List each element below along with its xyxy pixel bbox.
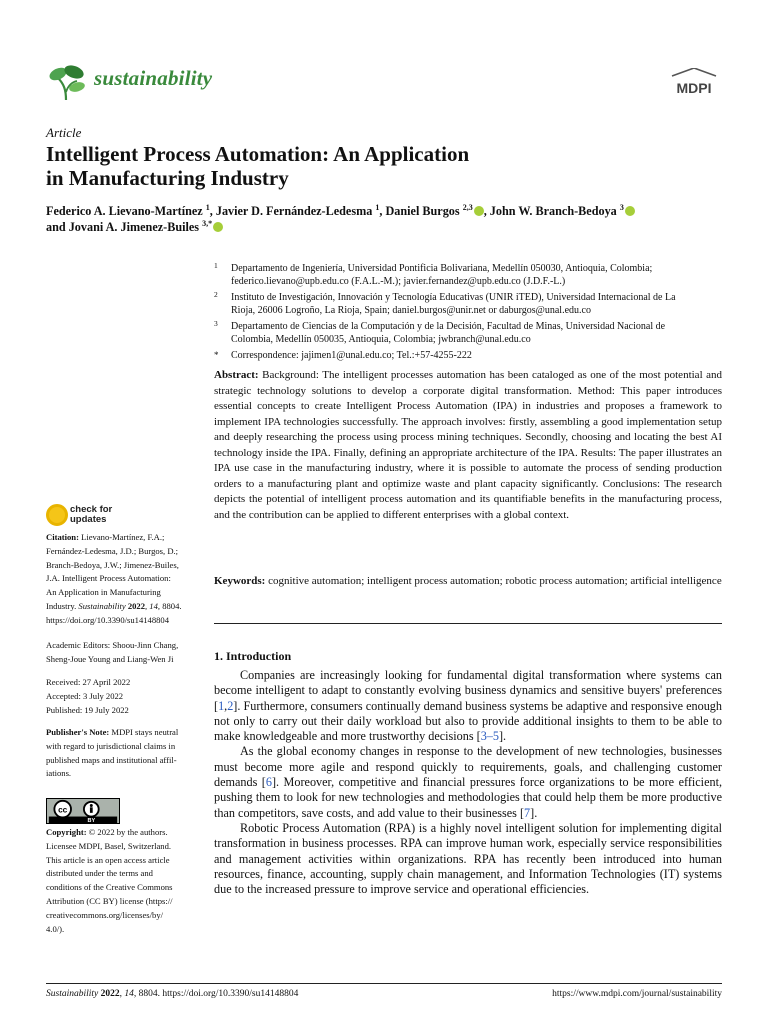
citation-line: J.A. Intelligent Process Automation: bbox=[46, 573, 171, 584]
cc-by-label: BY bbox=[87, 818, 96, 824]
footer-year: 2022 bbox=[100, 989, 120, 999]
paragraph bbox=[214, 744, 722, 820]
publisher-note-label: Publisher's Note: bbox=[46, 727, 110, 737]
publisher-note-line: with regard to jurisdictional claims in bbox=[46, 740, 176, 751]
paragraph: Robotic Process Automation (RPA) is a highly novel intelligent solution for implementing digital transformation in business processes. RPA can improve human work, especially service responsibilities and management activities within organizations. RPA has recently been introduced into human resources, finance, accounting, supply chain management, and Information Technologies (IT) systems due to the increased pressure to improve service and operational efficiencies. bbox=[214, 820, 722, 897]
check-updates-icon bbox=[46, 504, 68, 526]
keywords-label: Keywords: bbox=[214, 575, 266, 587]
paragraph-text: ]. Moreover, competitive and financial pressures force organizations to be more efficient, pushing them to look for new technologies and methodologies that could help them be more productive than competitors, save costs, and add value to their businesses [ bbox=[214, 775, 723, 820]
paragraph-text: ]. bbox=[498, 729, 507, 744]
citation-block: Citation: Lievano-Martínez, F.A.; Fernández-Ledesma, J.D.; Burgos, D.; Branch-Bedoya, J.W.; Jimenez-Builes, J.A. Intelligent Process Automation: An Application in Manufacturing Industry. Sustainability 2022, 14, 8804. https://doi.org/10.3390/su14148804 bbox=[46, 531, 198, 628]
author-connector: and bbox=[46, 220, 66, 234]
article-type: Article bbox=[46, 125, 82, 140]
citation-line: Branch-Bedoya, J.W.; Jimenez-Builes, bbox=[46, 559, 179, 570]
affiliation-line: Correspondence: jajimen1@unal.edu.co; Tel.:+57-4255-222 bbox=[231, 350, 472, 361]
footer-volume: 14 bbox=[124, 989, 134, 999]
introduction-body bbox=[214, 668, 722, 897]
copyright-line: Licensee MDPI, Basel, Switzerland. bbox=[46, 840, 172, 851]
cc-by-license-badge[interactable] bbox=[46, 798, 120, 824]
affiliation-item bbox=[214, 320, 724, 346]
affiliation-line: Colombia, Medellín 050035, Antioquia, Colombia; jwbranch@unal.edu.co bbox=[231, 334, 531, 345]
journal-name[interactable]: sustainability bbox=[94, 66, 213, 90]
copyright-line: 4.0/). bbox=[46, 923, 65, 934]
citation-line: An Application in Manufacturing bbox=[46, 587, 161, 598]
affiliation-line: Departamento de Ingeniería, Universidad Pontificia Bolivariana, Medellín 050030, Antioquia, Colombia; bbox=[231, 263, 653, 274]
citation-link[interactable]: 3–5 bbox=[480, 729, 499, 744]
footer-doi[interactable]: , 8804. https://doi.org/10.3390/su14148804 bbox=[133, 989, 299, 999]
author-name: Daniel Burgos bbox=[385, 204, 460, 218]
abstract-label: Abstract: bbox=[214, 369, 259, 381]
footer-divider bbox=[46, 983, 722, 984]
affiliation-number: * bbox=[214, 350, 219, 360]
section-divider bbox=[214, 623, 722, 624]
citation-link[interactable]: 2 bbox=[227, 698, 234, 713]
publisher-note-line: published maps and institutional affil- bbox=[46, 754, 177, 765]
citation-volume: 14 bbox=[149, 600, 158, 611]
affiliation-ref: 2,3 bbox=[462, 202, 473, 212]
affiliation-ref: 1 bbox=[205, 202, 210, 212]
publisher-note-line: MDPI stays neutral bbox=[111, 727, 179, 737]
author-name: John W. Branch-Bedoya bbox=[489, 204, 617, 218]
affiliation-item bbox=[214, 262, 724, 288]
affiliation-ref: 1 bbox=[375, 202, 380, 212]
orcid-icon[interactable] bbox=[474, 206, 484, 216]
check-updates-label bbox=[70, 505, 112, 525]
editors-line: Sheng-Joue Young and Liang-Wen Ji bbox=[46, 653, 174, 664]
copyright-block bbox=[46, 826, 198, 936]
copyright-line: © 2022 by the authors. bbox=[88, 827, 168, 837]
affiliation-number: 3 bbox=[214, 319, 218, 328]
orcid-icon[interactable] bbox=[213, 222, 223, 232]
affiliations bbox=[214, 262, 724, 365]
title-line: in Manufacturing Industry bbox=[46, 166, 289, 190]
affiliation-number: 2 bbox=[214, 290, 218, 299]
affiliation-line: Rioja, 26006 Logroño, La Rioja, Spain; daniel.burgos@unir.net or daburgos@unal.edu.co bbox=[231, 305, 591, 316]
check-updates-line: updates bbox=[70, 514, 107, 525]
affiliation-line: Instituto de Investigación, Innovación y Tecnología Educativas (UNIR iTED), Universidad Internacional de La bbox=[231, 292, 676, 303]
affiliation-line: Departamento de Ciencias de la Computación y de la Decisión, Facultad de Minas, Universidad Nacional de bbox=[231, 321, 666, 332]
paragraph-text: ]. bbox=[530, 805, 538, 820]
paper-title bbox=[46, 142, 706, 190]
author-name: Federico A. Lievano-Martínez bbox=[46, 204, 203, 218]
footer-citation: Sustainability 2022, 14, 8804. https://doi.org/10.3390/su14148804 bbox=[46, 989, 299, 999]
author-name: Jovani A. Jimenez-Builes bbox=[68, 220, 200, 234]
copyright-line: creativecommons.org/licenses/by/ bbox=[46, 909, 164, 920]
citation-journal-pre: Industry. bbox=[46, 600, 77, 611]
correspondence-item bbox=[214, 349, 724, 362]
section-heading: 1. Introduction bbox=[214, 649, 292, 663]
affiliation-ref: 3 bbox=[619, 202, 624, 212]
received-date: Received: 27 April 2022 bbox=[46, 677, 131, 687]
keywords-text: cognitive automation; intelligent process automation; robotic process automation; artificial intelligence bbox=[268, 575, 722, 587]
paragraph-text: As the global economy changes in response to the development of new technologies, businesses must become more agile and respond quickly to requirements, goals, and challenging customer demands [ bbox=[214, 744, 722, 790]
affiliation-line: federico.lievano@upb.edu.co (F.A.L.-M.); javier.fernandez@upb.edu.co (J.D.F.-L.) bbox=[231, 276, 566, 287]
citation-doi-link[interactable]: https://doi.org/10.3390/su14148804 bbox=[46, 614, 170, 625]
paragraph bbox=[214, 668, 722, 744]
journal-leaf-logo bbox=[46, 62, 88, 102]
citation-line: Lievano-Martínez, F.A.; bbox=[81, 532, 165, 542]
citation-label: Citation: bbox=[46, 532, 79, 542]
cc-icon-text: cc bbox=[58, 804, 68, 815]
publisher-note-line: iations. bbox=[46, 768, 72, 779]
affiliation-ref: 3,* bbox=[202, 218, 213, 228]
keywords bbox=[214, 574, 722, 590]
editors-line: Academic Editors: Shoou-Jinn Chang, bbox=[46, 640, 179, 650]
paragraph-text: Companies are increasingly looking for fundamental digital transformation where systems can become intelligent to adapt to constantly evolving business dynamics and sensitive buyers' preferences [ bbox=[214, 668, 722, 713]
copyright-line: conditions of the Creative Commons bbox=[46, 882, 173, 893]
affiliation-number: 1 bbox=[214, 261, 218, 270]
publication-dates bbox=[46, 676, 198, 717]
abstract-text: Background: The intelligent processes automation has been cataloged as one of the most potential and strategic technology solutions to develop a corporate digital transformation. Method: This paper introduces essential concepts to create Intelligent Process Automation (IPA) in industries and proposes a framework to implement IPA technologies successfully. The approach involves: firstly, assembling a good implementation setup and deeply researching the process using process mining techniques. Secondly, choosing and locating the best AI technology inside the IPA. Finally, defining an appropriate architecture of the IPA. Results: The paper illustrates an IPA use case in the manufacturing industry, where it is possible to automate the process of sending production orders to a manufacturing plant and optimize waste and plant capacity significantly. Conclusions: The research depicts the potential of intelligent process automation and its quantifiable benefits in the manufacturing process, and the contribution can be applied to different enterprises with a global context. bbox=[214, 369, 722, 521]
footer-journal: Sustainability bbox=[46, 989, 99, 999]
paragraph-text: , bbox=[224, 698, 228, 713]
check-updates-line: check for bbox=[70, 504, 113, 515]
publisher-note bbox=[46, 726, 198, 781]
academic-editors bbox=[46, 639, 198, 667]
mdpi-logo[interactable] bbox=[666, 68, 722, 100]
citation-tail: , 8804. bbox=[157, 600, 182, 611]
citation-line: Fernández-Ledesma, J.D.; Burgos, D.; bbox=[46, 545, 179, 556]
title-line: Intelligent Process Automation: An Application bbox=[46, 142, 470, 166]
check-for-updates-button[interactable] bbox=[46, 504, 126, 532]
mdpi-logo-text: MDPI bbox=[676, 80, 712, 96]
footer-journal-url[interactable]: https://www.mdpi.com/journal/sustainability bbox=[552, 989, 722, 999]
author-name: Javier D. Fernández-Ledesma bbox=[215, 204, 373, 218]
citation-link[interactable]: 1 bbox=[218, 698, 225, 713]
author-list: Federico A. Lievano-Martínez $^1$, Javier D. Fernández-Ledesma $^1$, Daniel Burgos $^{2,3}$ , John W. Branch-Bedoya $^3$ and Jovani A. Jimenez-Builes $^{3,*}$ bbox=[46, 203, 736, 235]
citation-journal: Sustainability bbox=[78, 600, 126, 611]
copyright-line: Attribution (CC BY) license (https:// bbox=[46, 895, 173, 906]
citation-link[interactable]: 7 bbox=[524, 805, 531, 820]
copyright-label: Copyright: bbox=[46, 827, 87, 837]
abstract bbox=[214, 368, 722, 523]
copyright-line: distributed under the terms and bbox=[46, 868, 153, 879]
affiliation-item bbox=[214, 291, 724, 317]
orcid-icon[interactable] bbox=[625, 206, 635, 216]
citation-year: 2022 bbox=[127, 600, 145, 611]
published-date: Published: 19 July 2022 bbox=[46, 704, 129, 715]
paragraph-text: ]. Furthermore, consumers continually demand business systems be adaptive and responsive enough not only to carry out their daily workload but also to provide additional insights to them to be able to make knowledgeable and more trustworthy decisions [ bbox=[214, 698, 722, 744]
accepted-date: Accepted: 3 July 2022 bbox=[46, 690, 124, 701]
copyright-line: This article is an open access article bbox=[46, 854, 170, 865]
citation-link[interactable]: 6 bbox=[265, 775, 272, 790]
